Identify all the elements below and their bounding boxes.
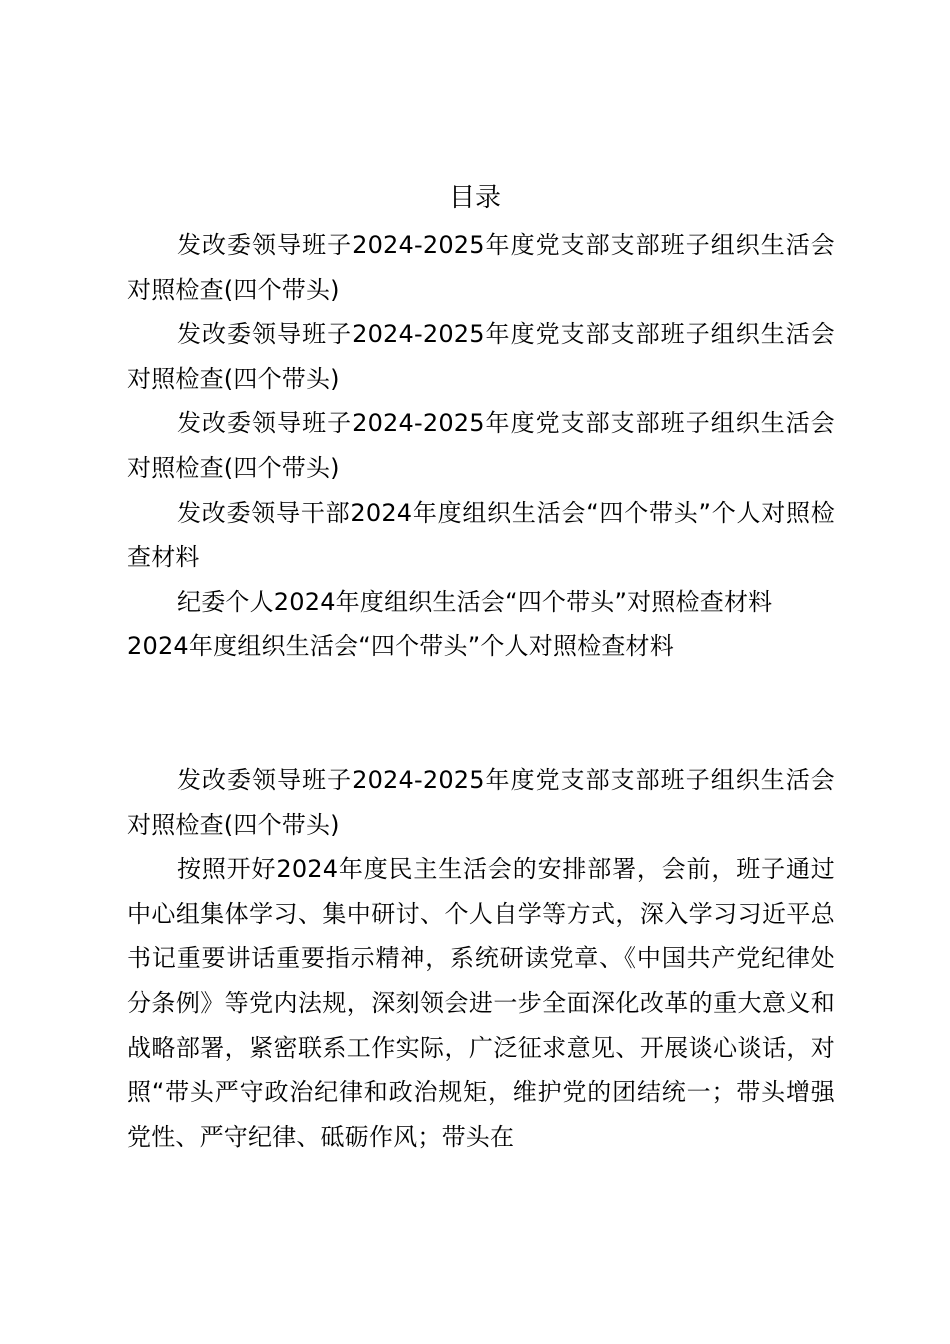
- toc-item[interactable]: 发改委领导班子2024-2025年度党支部支部班子组织生活会对照检查(四个带头): [127, 320, 835, 393]
- toc-item[interactable]: 发改委领导干部2024年度组织生活会“四个带头”个人对照检查材料: [127, 498, 835, 572]
- article: [127, 758, 835, 1159]
- toc-title: 目录: [448, 183, 501, 213]
- toc-item[interactable]: 纪委个人2024年度组织生活会“四个带头”对照检查材料: [177, 587, 773, 616]
- toc-list: [127, 223, 835, 669]
- toc-item[interactable]: 发改委领导班子2024-2025年度党支部支部班子组织生活会对照检查(四个带头): [127, 231, 835, 304]
- toc-item[interactable]: 2024年度组织生活会“四个带头”个人对照检查材料: [127, 632, 674, 661]
- article-title: 发改委领导班子2024-2025年度党支部支部班子组织生活会对照检查(四个带头): [127, 766, 835, 839]
- article-body-paragraph: 按照开好2024年度民主生活会的安排部署，会前，班子通过中心组集体学习、集中研讨、个人自学等方式，深入学习习近平总书记重要讲话重要指示精神，系统研读党章、《中国共产党纪律处分条例》等党内法规，深刻领会进一步全面深化改革的重大意义和战略部署，紧密联系工作实际，广泛征求意见、开展谈心谈话，对照“带头严守政治纪律和政治规矩，维护党的团结统一；带头增强党性、严守纪律、砥砺作风；带头在: [127, 855, 835, 1151]
- toc-item[interactable]: 发改委领导班子2024-2025年度党支部支部班子组织生活会对照检查(四个带头): [127, 409, 835, 482]
